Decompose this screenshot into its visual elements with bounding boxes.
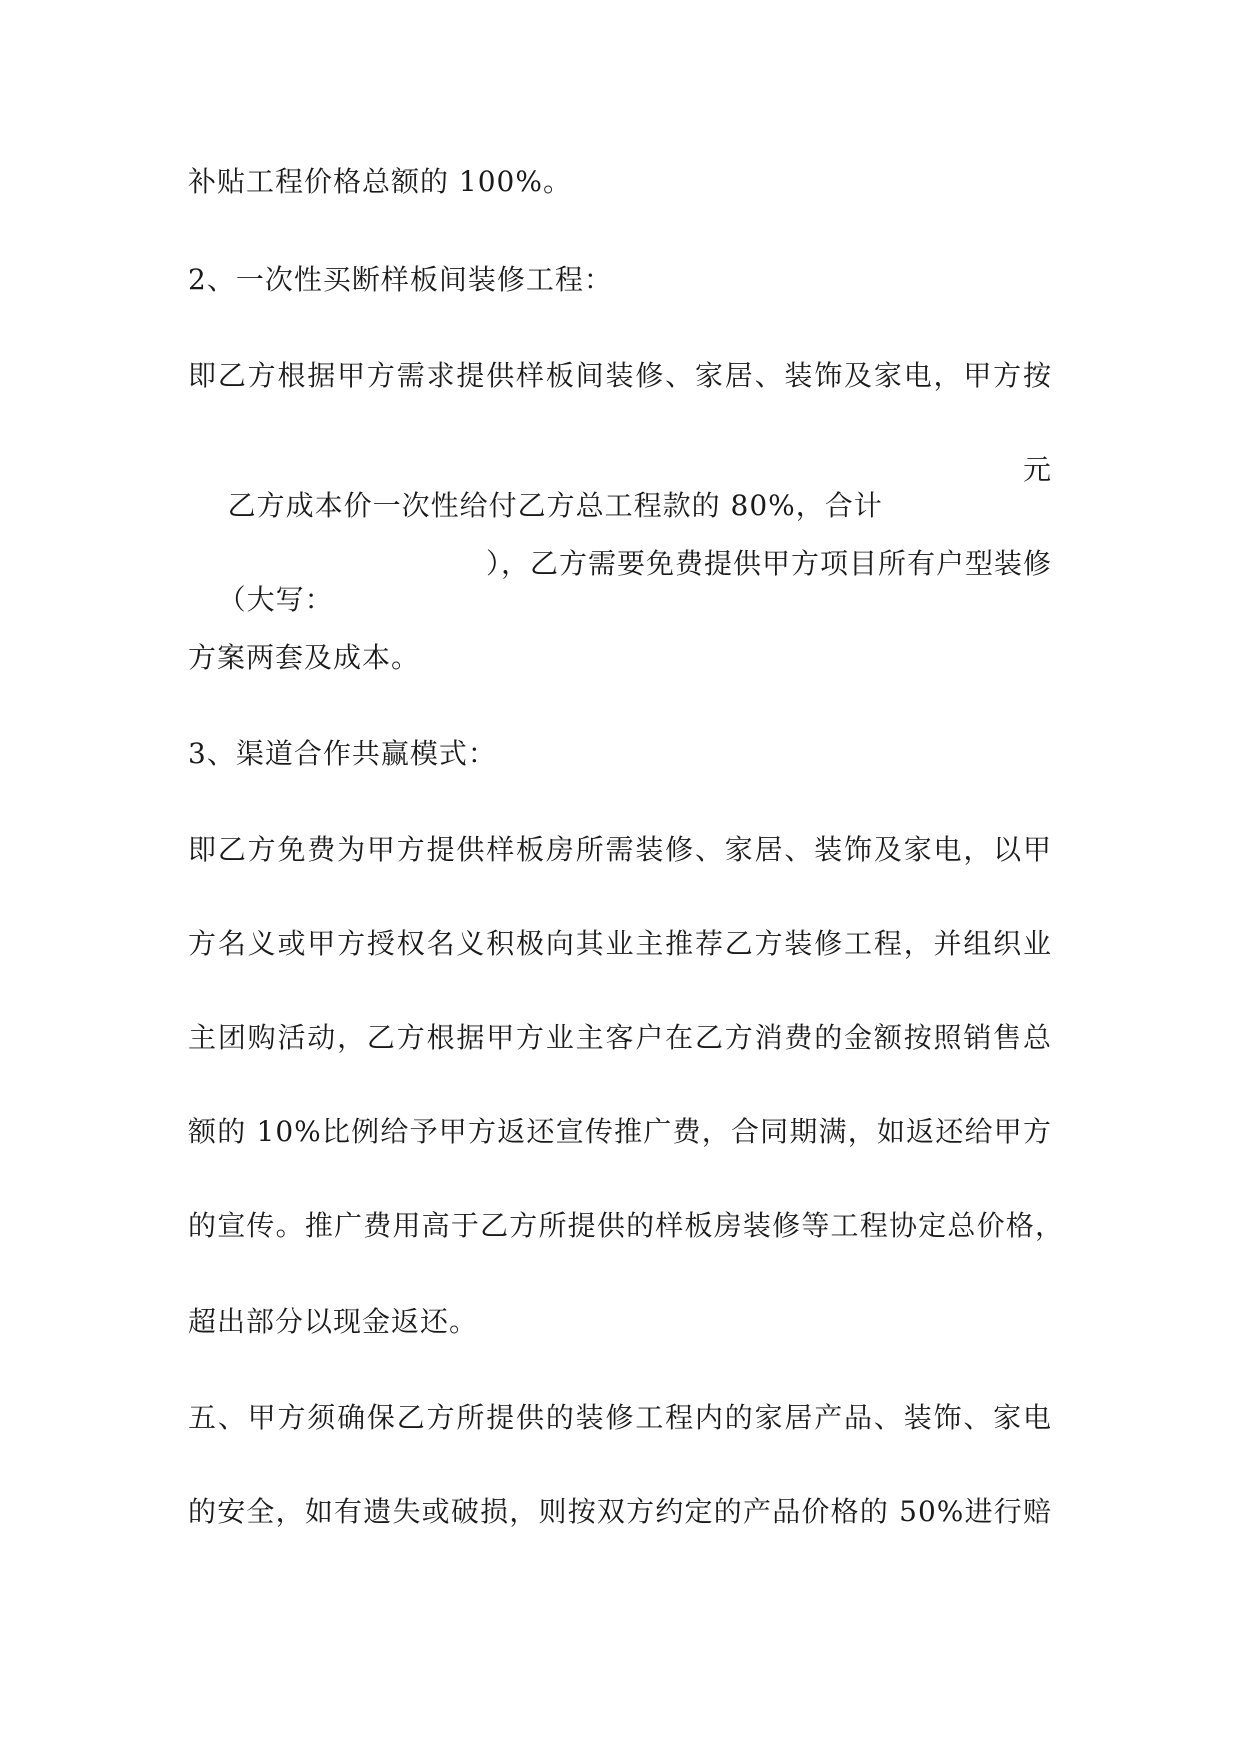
section-heading: 3、渠道合作共赢模式： (188, 737, 497, 770)
paragraph-line: 五、甲方须确保乙方所提供的装修工程内的家居产品、装饰、家电 (188, 1401, 1052, 1434)
paragraph-line: 额的 10%比例给予甲方返还宣传推广费，合同期满，如返还给甲方 (188, 1115, 1052, 1148)
paragraph-line: 方名义或甲方授权名义积极向其业主推荐乙方装修工程，并组织业 (188, 927, 1052, 960)
paragraph-line: 超出部分以现金返还。 (188, 1305, 479, 1338)
amount-text: 乙方成本价一次性给付乙方总工程款的 80%，合计 (227, 489, 883, 522)
paragraph-line: 即乙方免费为甲方提供样板房所需装修、家居、装饰及家电，以甲 (188, 833, 1052, 866)
section-heading: 2、一次性买断样板间装修工程： (188, 263, 613, 296)
capital-amount-label: （大写： (217, 583, 334, 616)
currency-unit: 元 (1022, 453, 1052, 486)
paragraph-line: 方案两套及成本。 (188, 641, 421, 674)
paragraph-text: ），乙方需要免费提供甲方项目所有户型装修 (485, 547, 1052, 580)
paragraph-line: 即乙方根据甲方需求提供样板间装修、家居、装饰及家电，甲方按 (188, 359, 1052, 392)
paragraph-line: 的安全，如有遗失或破损，则按双方约定的产品价格的 50%进行赔 (188, 1495, 1052, 1528)
paragraph-line: 的宣传。推广费用高于乙方所提供的样板房装修等工程协定总价格， (188, 1209, 1064, 1242)
paragraph-line: 主团购活动，乙方根据甲方业主客户在乙方消费的金额按照销售总 (188, 1021, 1052, 1054)
paragraph-line: 补贴工程价格总额的 100%。 (188, 165, 572, 198)
